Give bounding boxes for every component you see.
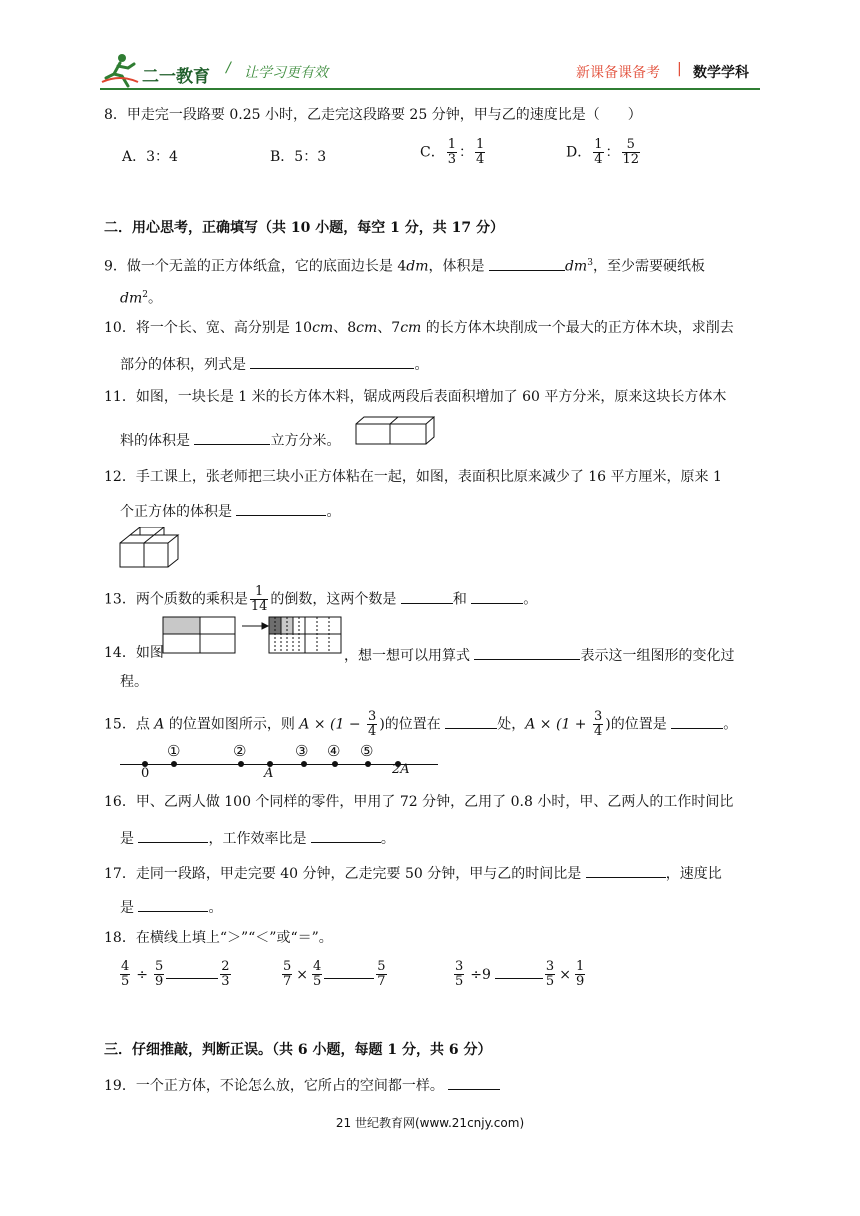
number-line-axis bbox=[120, 764, 438, 765]
answer-blank[interactable] bbox=[236, 499, 326, 516]
q18-expr3: $\frac{3}{5}$ ÷9 $\frac{3}{5}$ × $\frac{1}{9}$ bbox=[455, 959, 585, 989]
point-dot bbox=[332, 761, 338, 767]
cuboid-figure bbox=[355, 416, 435, 446]
q12-line1: 12．手工课上，张老师把三块小正方体粘在一起，如图，表面积比原来减少了 16 平方厘米，原来 1 bbox=[104, 469, 722, 485]
q10-line1: 10．将一个长、宽、高分别是 10cm、8cm、7cm 的长方体木块削成一个最大的正方体木块，求削去 bbox=[104, 320, 734, 336]
q9-line1: 9．做一个无盖的正方体纸盒，它的底面边长是 4dm，体积是 $dm^3$，至少需要硬纸板 bbox=[104, 253, 705, 277]
q13-line: 13．两个质数的乘积是 $\frac{1}{14}$ 的倒数，这两个数是 和 。 bbox=[104, 584, 538, 614]
q18-stem: 18．在横线上填上“＞”“＜”或“＝”。 bbox=[104, 930, 333, 946]
answer-blank[interactable] bbox=[138, 826, 208, 843]
answer-blank[interactable] bbox=[471, 587, 523, 604]
answer-blank[interactable] bbox=[311, 826, 381, 843]
marker-3: ③ bbox=[295, 742, 309, 760]
marker-5: ⑤ bbox=[360, 742, 374, 760]
point-dot bbox=[301, 761, 307, 767]
header-separator: | bbox=[677, 61, 682, 77]
point-dot bbox=[365, 761, 371, 767]
header-red-text: 新课备课备考 bbox=[576, 65, 660, 81]
answer-blank[interactable] bbox=[586, 861, 666, 878]
fraction: $\frac{4}{5}$ bbox=[313, 959, 322, 989]
fraction: $\frac{1}{4}$ bbox=[594, 137, 603, 167]
slogan-divider: / bbox=[226, 60, 231, 76]
fraction: $\frac{1}{9}$ bbox=[575, 959, 585, 989]
q8-option-a: A．3：4 bbox=[122, 149, 178, 165]
q8-d-label: D． bbox=[566, 144, 592, 161]
fraction: $\frac{5}{12}$ bbox=[622, 137, 640, 167]
fraction: $\frac{2}{3}$ bbox=[221, 959, 230, 989]
q18-expr2: $\frac{5}{7}$ × $\frac{4}{5}$ $\frac{5}{7}$ bbox=[283, 959, 386, 989]
answer-blank[interactable] bbox=[671, 712, 723, 729]
q18-expr1: $\frac{4}{5}$ ÷ $\frac{5}{9}$ $\frac{2}{3}$ bbox=[121, 959, 230, 989]
q11-line1: 11．如图，一块长是 1 米的长方体木料，锯成两段后表面积增加了 60 平方分米，原来这块长方体木 bbox=[104, 389, 727, 405]
point-dot bbox=[171, 761, 177, 767]
answer-blank[interactable] bbox=[474, 643, 580, 660]
label-zero: 0 bbox=[141, 766, 150, 781]
answer-blank[interactable] bbox=[448, 1073, 500, 1090]
fraction: $\frac{5}{9}$ bbox=[155, 959, 164, 989]
answer-blank[interactable] bbox=[324, 962, 374, 979]
runner-logo-icon bbox=[100, 52, 140, 88]
section2-title: 二．用心思考，正确填写（共 10 小题，每空 1 分，共 17 分） bbox=[104, 220, 504, 236]
q8-c-label: C． bbox=[420, 144, 445, 161]
fraction: $\frac{3}{4}$ bbox=[368, 709, 377, 739]
answer-blank[interactable] bbox=[495, 962, 543, 979]
fraction: $\frac{5}{7}$ bbox=[377, 959, 386, 989]
q8-stem: 8．甲走完一段路要 0.25 小时，乙走完这段路要 25 分钟，甲与乙的速度比是（ ） bbox=[104, 107, 642, 123]
q11-line2: 料的体积是 立方分米。 bbox=[120, 428, 340, 451]
q8-option-d: D． $\frac{1}{4}$ ： $\frac{5}{12}$ bbox=[566, 137, 640, 167]
marker-2: ② bbox=[233, 742, 247, 760]
q8-option-c: C． $\frac{1}{3}$ ： $\frac{1}{4}$ bbox=[420, 137, 485, 167]
fraction: $\frac{3}{5}$ bbox=[545, 959, 555, 989]
slogan: 让学习更有效 bbox=[244, 65, 328, 81]
fraction: $\frac{3}{4}$ bbox=[594, 709, 603, 739]
q12-line2: 个正方体的体积是 。 bbox=[120, 499, 340, 522]
answer-blank[interactable] bbox=[166, 962, 218, 979]
label-2a: 2A bbox=[392, 762, 410, 777]
answer-blank[interactable] bbox=[194, 428, 270, 445]
stacked-cubes-figure bbox=[118, 527, 182, 569]
q9-line2: $dm^2$。 bbox=[120, 290, 162, 307]
point-dot bbox=[238, 761, 244, 767]
q14-line2: 程。 bbox=[120, 674, 148, 690]
fraction: $\frac{4}{5}$ bbox=[121, 959, 130, 989]
footer-text: 21 世纪教育网(www.21cnjy.com) bbox=[335, 1116, 525, 1130]
label-a: A bbox=[264, 766, 274, 781]
q14-rest: ，想一想可以用算式 表示这一组图形的变化过 bbox=[344, 643, 734, 666]
fraction: $\frac{3}{5}$ bbox=[455, 959, 464, 989]
q17-line1: 17．走同一段路，甲走完要 40 分钟，乙走完要 50 分钟，甲与乙的时间比是 ，速度比 bbox=[104, 861, 722, 884]
q17-line2: 是 。 bbox=[120, 895, 222, 918]
header-rule bbox=[100, 88, 760, 90]
q10-line2: 部分的体积，列式是 。 bbox=[120, 352, 428, 375]
section3-title: 三．仔细推敲，判断正误。（共 6 小题，每题 1 分，共 6 分） bbox=[104, 1042, 492, 1058]
answer-blank[interactable] bbox=[489, 254, 565, 271]
q14-label: 14．如图 bbox=[104, 645, 164, 661]
fraction: $\frac{1}{4}$ bbox=[476, 137, 485, 167]
answer-blank[interactable] bbox=[250, 352, 414, 369]
logo-text: 二一教育 bbox=[142, 67, 210, 87]
marker-4: ④ bbox=[327, 742, 341, 760]
fraction-change-figure bbox=[162, 616, 348, 656]
answer-blank[interactable] bbox=[401, 587, 453, 604]
q16-line2: 是 ，工作效率比是 。 bbox=[120, 826, 395, 849]
q15-line: 15．点 A 的位置如图所示，则 A × (1 − $\frac{3}{4}$ )的位置在 处，A × (1 + $\frac{3}{4}$ )的位置是 。 bbox=[104, 709, 738, 739]
number-line bbox=[120, 744, 440, 784]
marker-1: ① bbox=[167, 742, 181, 760]
answer-blank[interactable] bbox=[138, 895, 208, 912]
q8-option-b: B．5：3 bbox=[270, 149, 327, 165]
q16-line1: 16．甲、乙两人做 100 个同样的零件，甲用了 72 分钟，乙用了 0.8 小时，甲、乙两人的工作时间比 bbox=[104, 794, 734, 810]
q19-line: 19．一个正方体，不论怎么放，它所占的空间都一样。 bbox=[104, 1073, 500, 1096]
header-subject: 数学学科 bbox=[693, 65, 749, 81]
fraction: $\frac{1}{14}$ bbox=[250, 584, 268, 614]
fraction: $\frac{1}{3}$ bbox=[447, 137, 456, 167]
fraction: $\frac{5}{7}$ bbox=[283, 959, 292, 989]
header bbox=[0, 0, 860, 100]
answer-blank[interactable] bbox=[445, 712, 497, 729]
